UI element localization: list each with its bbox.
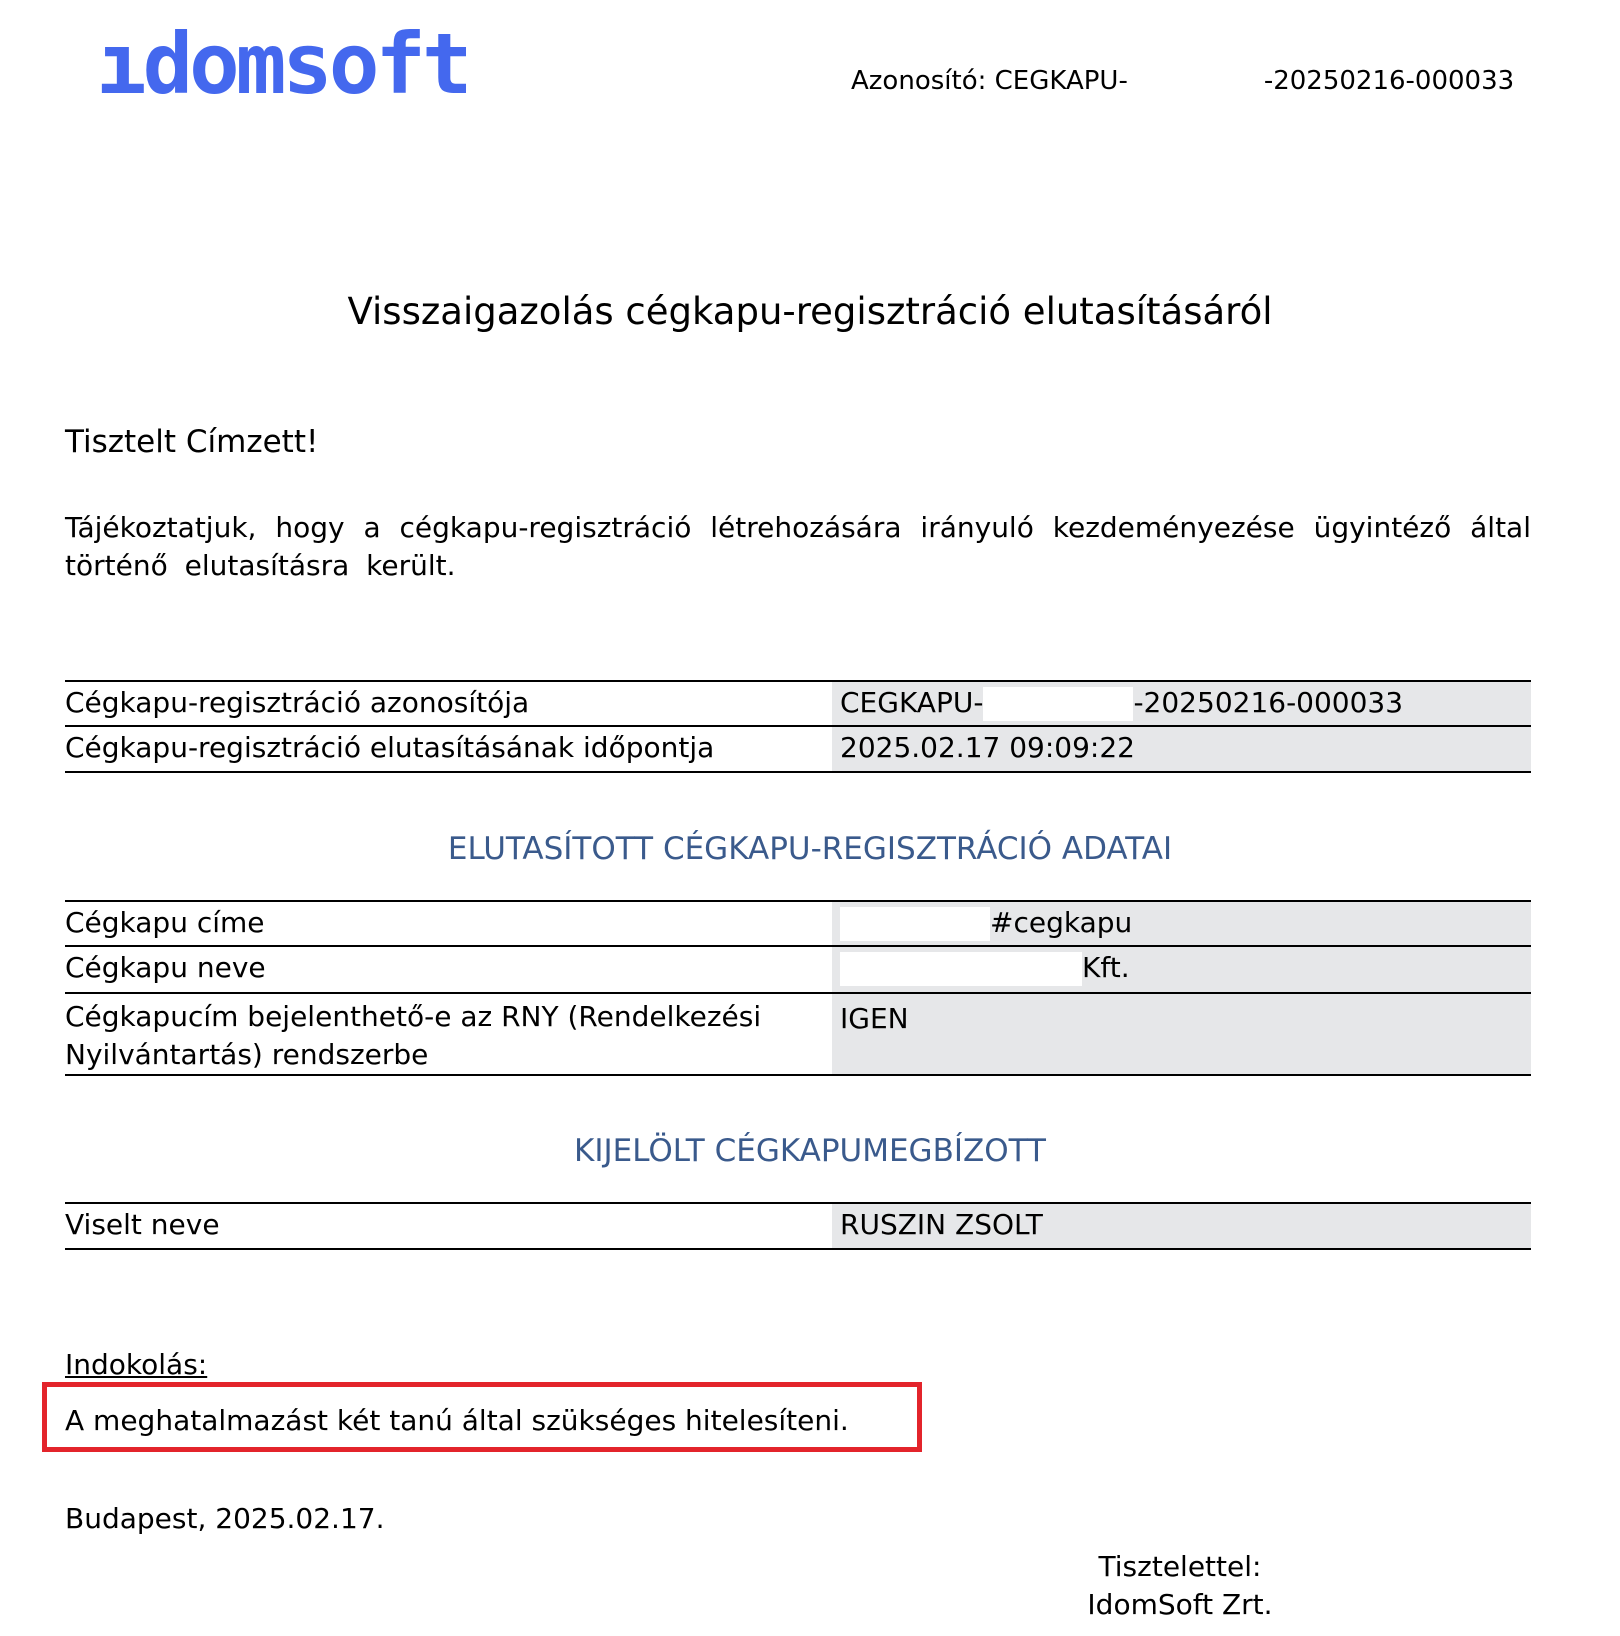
table-row — [65, 901, 1531, 946]
redacted-segment — [840, 907, 990, 941]
table-row — [65, 726, 1531, 772]
section-heading-rejected-data: ELUTASÍTOTT CÉGKAPU-REGISZTRÁCIÓ ADATAI — [447, 831, 1173, 867]
document-title: Visszaigazolás cégkapu-regisztráció elutasításáról — [347, 290, 1273, 333]
idomsoft-logo: ıdomsoft — [96, 15, 469, 113]
value-suffix: Kft. — [1082, 951, 1130, 984]
redacted-segment — [840, 952, 1082, 986]
identifier-suffix: -20250216-000033 — [1263, 66, 1515, 96]
summary-table — [65, 680, 1531, 773]
section-heading-designated-agent: KIJELÖLT CÉGKAPUMEGBÍZOTT — [574, 1133, 1046, 1169]
row-value — [832, 901, 1531, 946]
intro-paragraph: Tájékoztatjuk, hogy a cégkapu-regisztráció létrehozására irányuló kezdeményezése ügyintéző által történő elutasításra került. — [65, 511, 1531, 582]
table-row — [65, 993, 1531, 1075]
closing-signature — [1030, 1548, 1330, 1624]
row-label: Cégkapu neve — [65, 946, 832, 993]
redacted-segment — [1128, 66, 1264, 96]
signatory: IdomSoft Zrt. — [1087, 1588, 1273, 1621]
row-label: Cégkapu címe — [65, 901, 832, 946]
row-value: IGEN — [832, 993, 1531, 1075]
value-prefix: CEGKAPU- — [840, 686, 984, 719]
row-value: 2025.02.17 09:09:22 — [832, 726, 1531, 772]
place-and-date: Budapest, 2025.02.17. — [65, 1502, 385, 1535]
row-label: Cégkapucím bejelenthető-e az RNY (Rendelkezési Nyilvántartás) rendszerbe — [65, 993, 832, 1075]
document-identifier — [851, 66, 1525, 96]
row-label: Cégkapu-regisztráció azonosítója — [65, 681, 832, 726]
row-value: RUSZIN ZSOLT — [832, 1203, 1531, 1249]
greeting: Tisztelt Címzett! — [65, 424, 319, 460]
table-row — [65, 1203, 1531, 1249]
reason-label: Indokolás: — [65, 1348, 208, 1381]
row-label: Cégkapu-regisztráció elutasításának időpontja — [65, 726, 832, 772]
row-value — [832, 946, 1531, 993]
value-suffix: #cegkapu — [990, 906, 1133, 939]
table-row — [65, 946, 1531, 993]
redacted-segment — [983, 687, 1133, 721]
identifier-prefix: Azonosító: CEGKAPU- — [851, 66, 1128, 96]
reason-text: A meghatalmazást két tanú által szükséges hitelesíteni. — [65, 1404, 849, 1437]
row-label: Viselt neve — [65, 1203, 832, 1249]
designated-agent-table — [65, 1202, 1531, 1250]
row-value — [832, 681, 1531, 726]
table-row — [65, 681, 1531, 726]
rejected-data-table — [65, 900, 1531, 1076]
closing-line: Tisztelettel: — [1098, 1550, 1262, 1583]
value-suffix: -20250216-000033 — [1133, 686, 1404, 719]
